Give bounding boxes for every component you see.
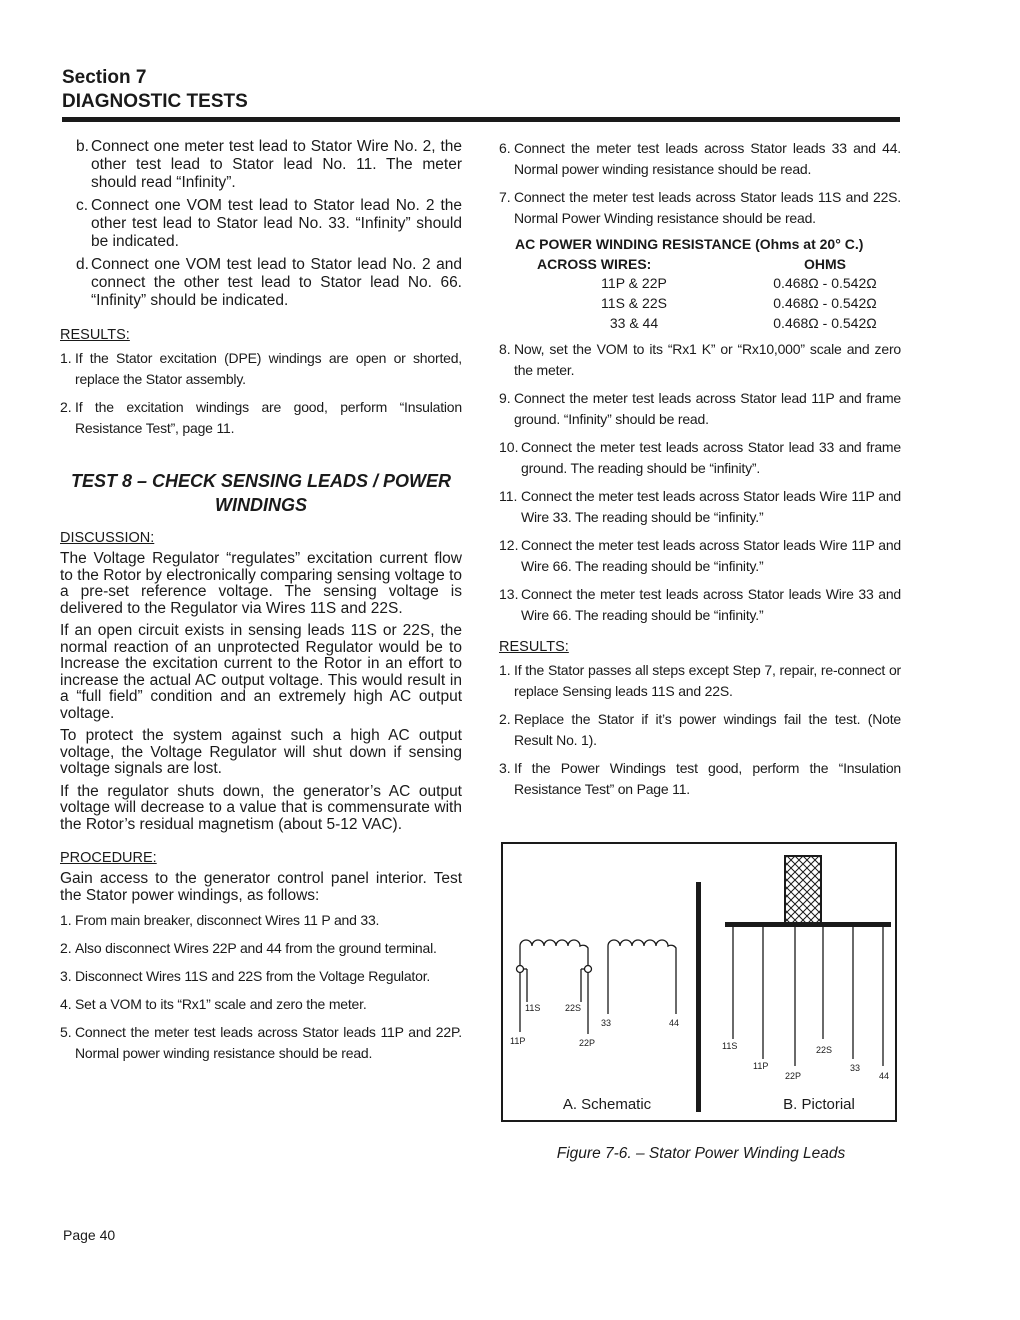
- test8-heading-line1: TEST 8 – CHECK SENSING LEADS / POWER: [70, 471, 452, 491]
- sub-step-marker: b.: [76, 138, 89, 155]
- item-number: 2.: [60, 940, 72, 956]
- sub-step-marker: c.: [76, 197, 89, 214]
- item-number: 7.: [499, 189, 511, 205]
- result-item: [60, 397, 462, 439]
- table-row: [513, 273, 895, 293]
- procedure-item: [60, 1022, 462, 1064]
- schematic-coil-2: [608, 940, 676, 1014]
- result-item: [499, 758, 901, 800]
- results-label: RESULTS:: [60, 327, 130, 343]
- pictorial-winding-bundle: [785, 856, 821, 924]
- stator-figure: [501, 842, 897, 1122]
- item-text: Connect the meter test leads across Stator leads Wire 33 and Wire 66. The reading should be “infinity.”: [521, 586, 901, 623]
- procedure-label: PROCEDURE:: [60, 850, 157, 866]
- item-number: 6.: [499, 140, 511, 156]
- lead-label: 33: [850, 1063, 861, 1073]
- procedure-item: [60, 994, 462, 1015]
- table-row: [513, 293, 895, 313]
- item-number: 8.: [499, 341, 511, 357]
- item-number: 3.: [499, 760, 511, 776]
- lead-label: 22P: [785, 1071, 802, 1081]
- item-text: Connect the meter test leads across Stator leads 11S and 22S. Normal Power Winding resistance should be read.: [514, 189, 901, 226]
- step-item: [499, 187, 901, 229]
- table-row: [513, 313, 895, 333]
- discussion-para: To protect the system against such a high AC output voltage, the Voltage Regulator will shut down if sensing voltage signals are lost.: [60, 727, 462, 777]
- item-text: Connect the meter test leads across Stator leads Wire 11P and Wire 33. The reading should be “infinity.”: [521, 488, 901, 525]
- cell-wires: 33 & 44: [609, 315, 659, 331]
- item-text: Set a VOM to its “Rx1” scale and zero the meter.: [75, 996, 367, 1012]
- header-rule: [62, 117, 900, 122]
- item-text: Replace the Stator if it’s power windings fail the test. (Note Result No. 1).: [514, 711, 901, 748]
- cell-ohms: 0.468Ω - 0.542Ω: [773, 275, 877, 291]
- cell-ohms: 0.468Ω - 0.542Ω: [773, 315, 877, 331]
- resistance-table-title: AC POWER WINDING RESISTANCE (Ohms at 20° C.): [515, 236, 864, 252]
- cell-ohms: 0.468Ω - 0.542Ω: [773, 295, 877, 311]
- cell-wires: 11P & 22P: [601, 275, 667, 291]
- item-number: 10.: [499, 439, 519, 455]
- cell-wires: 11S & 22S: [601, 295, 667, 311]
- lead-label: 11S: [525, 1003, 541, 1013]
- results-label: RESULTS:: [499, 639, 569, 655]
- figure-divider: [696, 882, 701, 1112]
- item-number: 1.: [60, 350, 72, 366]
- page-header: [62, 66, 248, 114]
- resistance-table: [513, 254, 895, 333]
- lead-label: 33: [601, 1018, 612, 1028]
- discussion-para: The Voltage Regulator “regulates” excitation current flow to the Rotor by electronically comparing sensing voltage to a pre-set reference voltage. The sensing voltage is delivered to the Regulator via Wires 11S and 22S.: [60, 550, 462, 617]
- schematic-tap-dot: [517, 966, 524, 973]
- item-number: 2.: [60, 399, 72, 415]
- result-item: [499, 709, 901, 751]
- item-text: Now, set the VOM to its “Rx1 K” or “Rx10,000” scale and zero the meter.: [514, 341, 901, 378]
- sub-step-c: [76, 197, 462, 251]
- lead-label: 11S: [722, 1041, 738, 1051]
- result-item: [499, 660, 901, 702]
- item-text: If the Stator passes all steps except Step 7, repair, re-connect or replace Sensing leads 11S and 22S.: [514, 662, 901, 699]
- item-text: If the excitation windings are good, perform “Insulation Resistance Test”, page 11.: [75, 399, 462, 436]
- item-number: 1.: [499, 662, 511, 678]
- item-text: If the Stator excitation (DPE) windings are open or shorted, replace the Stator assembly.: [75, 350, 462, 387]
- sub-step-text: Connect one VOM test lead to Stator lead No. 2 and connect the other test lead to Stator lead No. 66. “Infinity” should be indicated.: [91, 256, 462, 309]
- test8-heading: [60, 469, 462, 517]
- step-item: [499, 535, 901, 577]
- item-text: Connect the meter test leads across Stator leads 33 and 44. Normal power winding resistance should be read.: [514, 140, 901, 177]
- item-number: 12.: [499, 537, 519, 553]
- right-column: [499, 138, 901, 807]
- step-item: [499, 584, 901, 626]
- item-text: If the Power Windings test good, perform the “Insulation Resistance Test” on Page 11.: [514, 760, 901, 797]
- table-header-row: [513, 254, 895, 273]
- item-number: 11.: [499, 488, 518, 504]
- section-title: DIAGNOSTIC TESTS: [62, 91, 248, 112]
- item-number: 1.: [60, 912, 72, 928]
- figure-caption: Figure 7-6. – Stator Power Winding Leads: [556, 1145, 846, 1162]
- schematic-coil-1: [520, 940, 588, 1034]
- item-number: 3.: [60, 968, 72, 984]
- lead-label: 22P: [579, 1038, 596, 1048]
- item-text: Connect the meter test leads across Stator leads 11P and 22P. Normal power winding resistance should be read.: [75, 1024, 462, 1061]
- item-number: 9.: [499, 390, 511, 406]
- procedure-item: [60, 966, 462, 987]
- lead-label: 11P: [510, 1036, 526, 1046]
- item-number: 5.: [60, 1024, 72, 1040]
- lead-label: 44: [879, 1071, 890, 1081]
- step-item: [499, 138, 901, 180]
- discussion-label: DISCUSSION:: [60, 530, 155, 546]
- item-text: Connect the meter test leads across Stator lead 11P and frame ground. “Infinity” should be read.: [514, 390, 901, 427]
- item-text: Disconnect Wires 11S and 22S from the Voltage Regulator.: [75, 968, 431, 984]
- sub-step-d: [76, 256, 462, 310]
- sub-step-text: Connect one VOM test lead to Stator lead No. 2 the other test lead to Stator lead No. 33. “Infinity” should be indicated.: [91, 197, 462, 250]
- step-item: [499, 437, 901, 479]
- item-text: Also disconnect Wires 22P and 44 from the ground terminal.: [75, 940, 437, 956]
- lead-label: 22S: [565, 1003, 582, 1013]
- sub-step-b: [76, 138, 462, 192]
- step-item: [499, 339, 901, 381]
- discussion-para: If an open circuit exists in sensing leads 11S or 22S, the normal reaction of an unprotected Regulator would be to Increase the excitation current to the Rotor in an effort to increase the actual AC output voltage. This would result in a “full field” condition and an extremely high AC output voltage.: [60, 622, 462, 722]
- result-item: [60, 348, 462, 390]
- stator-diagram: [503, 844, 899, 1124]
- item-number: 4.: [60, 996, 72, 1012]
- pictorial-bus: [725, 922, 891, 927]
- page-number: Page 40: [63, 1227, 116, 1243]
- pictorial-label: B. Pictorial: [783, 1096, 855, 1113]
- item-text: From main breaker, disconnect Wires 11 P and 33.: [75, 912, 380, 928]
- column-header-ohms: OHMS: [804, 255, 846, 272]
- procedure-intro: Gain access to the generator control panel interior. Test the Stator power windings, as follows:: [60, 870, 462, 904]
- lead-label: 11P: [753, 1061, 769, 1071]
- section-number: Section 7: [62, 67, 147, 88]
- item-number: 13.: [499, 586, 519, 602]
- discussion-para: If the regulator shuts down, the generator’s AC output voltage will decrease to a value that is commensurate with the Rotor’s residual magnetism (about 5-12 VAC).: [60, 782, 462, 833]
- left-column: [60, 138, 462, 1071]
- schematic-tap-dot: [585, 966, 592, 973]
- procedure-item: [60, 910, 462, 931]
- item-text: Connect the meter test leads across Stator lead 33 and frame ground. The reading should be “infinity”.: [521, 439, 901, 476]
- step-item: [499, 486, 901, 528]
- lead-label: 44: [669, 1018, 680, 1028]
- item-text: Connect the meter test leads across Stator leads Wire 11P and Wire 66. The reading should be “infinity.”: [521, 537, 901, 574]
- test8-heading-line2: WINDINGS: [215, 495, 307, 515]
- sub-step-text: Connect one meter test lead to Stator Wire No. 2, the other test lead to Stator lead No. 11. The meter should read “Infinity”.: [91, 138, 462, 191]
- schematic-label: A. Schematic: [562, 1096, 652, 1113]
- sub-step-marker: d.: [76, 256, 89, 273]
- pictorial-leads: [733, 927, 883, 1066]
- column-header-wires: ACROSS WIRES:: [537, 255, 652, 272]
- item-number: 2.: [499, 711, 511, 727]
- lead-label: 22S: [816, 1045, 833, 1055]
- procedure-item: [60, 938, 462, 959]
- step-item: [499, 388, 901, 430]
